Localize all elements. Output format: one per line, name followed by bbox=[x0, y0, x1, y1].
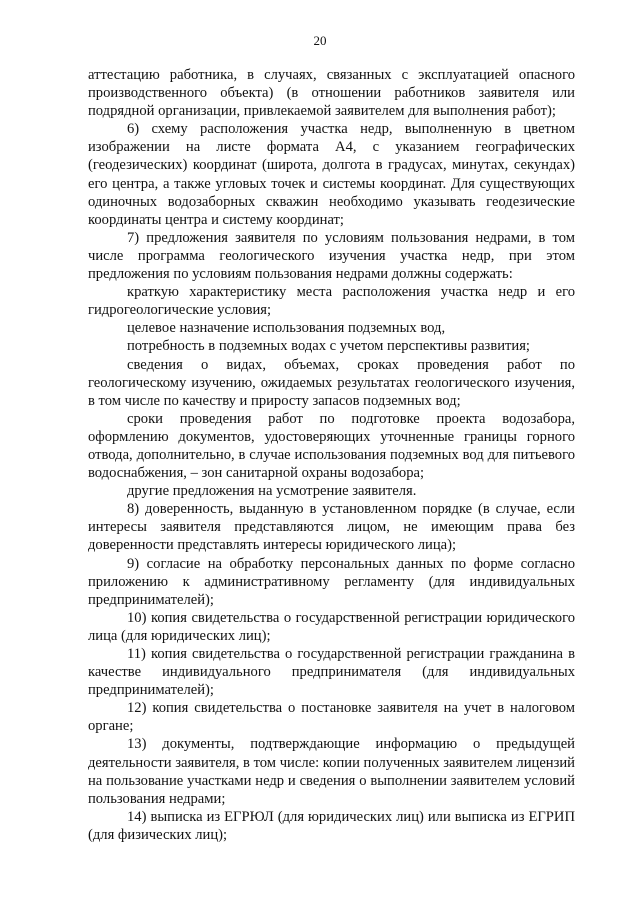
paragraph-subitem: сведения о видах, объемах, сроках проведения работ по геологическому изучению, ожидаемых результатах геологического изучения, в том числе по качеству и приросту запасов подземных вод; bbox=[88, 356, 575, 409]
paragraph-continuation: аттестацию работника, в случаях, связанных с эксплуатацией опасного производственного объекта) (в отношении работников заявителя или подрядной организации, привлекаемой заявителем для выполнения работ); bbox=[88, 67, 575, 120]
paragraph-item-14: 14) выписка из ЕГРЮЛ (для юридических лиц) или выписка из ЕГРИП (для физических лиц); bbox=[88, 808, 575, 843]
paragraph-subitem: краткую характеристику места расположения участка недр и его гидрогеологические условия; bbox=[88, 284, 575, 319]
paragraph-item-6: 6) схему расположения участка недр, выполненную в цветном изображении на листе формата А4, с указанием географических (геодезических) координат (широта, долгота в градусах, минутах, секундах) его центра, а также угловых точек и системы координат. Для существующих одиночных водозаборных скважин необходимо указывать геодезические координаты центра и систему координат; bbox=[88, 121, 575, 228]
paragraph-subitem: потребность в подземных водах с учетом перспективы развития; bbox=[127, 338, 530, 355]
paragraph-item-7: 7) предложения заявителя по условиям пользования недрами, в том числе программа геологического изучения участка недр, при этом предложения по условиям пользования недрами должны содержать: bbox=[88, 229, 575, 283]
paragraph-item-10: 10) копия свидетельства о государственной регистрации юридического лица (для юридических лиц); bbox=[88, 609, 575, 644]
document-body bbox=[88, 66, 575, 844]
paragraph-subitem: целевое назначение использования подземных вод, bbox=[127, 320, 446, 337]
paragraph-item-8: 8) доверенность, выданную в установленном порядке (в случае, если интересы заявителя представляются лицом, не имеющим права без доверенности представлять интересы юридического лица); bbox=[88, 501, 575, 554]
paragraph-subitem: другие предложения на усмотрение заявителя. bbox=[127, 483, 417, 500]
paragraph-item-11: 11) копия свидетельства о государственной регистрации гражданина в качестве индивидуального предпринимателя (для индивидуальных предпринимателей); bbox=[88, 646, 575, 699]
paragraph-subitem: сроки проведения работ по подготовке проекта водозабора, оформлению документов, удостоверяющих уточненные границы горного отвода, дополнительно, в случае использования подземных вод для питьевого водоснабжения, – зон санитарной охраны водозабора; bbox=[88, 410, 575, 482]
paragraph-item-12: 12) копия свидетельства о постановке заявителя на учет в налоговом органе; bbox=[88, 700, 575, 735]
paragraph-item-13: 13) документы, подтверждающие информацию о предыдущей деятельности заявителя, в том числе: копии полученных заявителем лицензий на пользование участками недр и сведения о выполнении заявителем условий пользования недрами; bbox=[88, 736, 575, 807]
paragraph-item-9: 9) согласие на обработку персональных данных по форме согласно приложению к административному регламенту (для индивидуальных предпринимателей); bbox=[88, 555, 575, 608]
page-number: 20 bbox=[313, 33, 327, 48]
